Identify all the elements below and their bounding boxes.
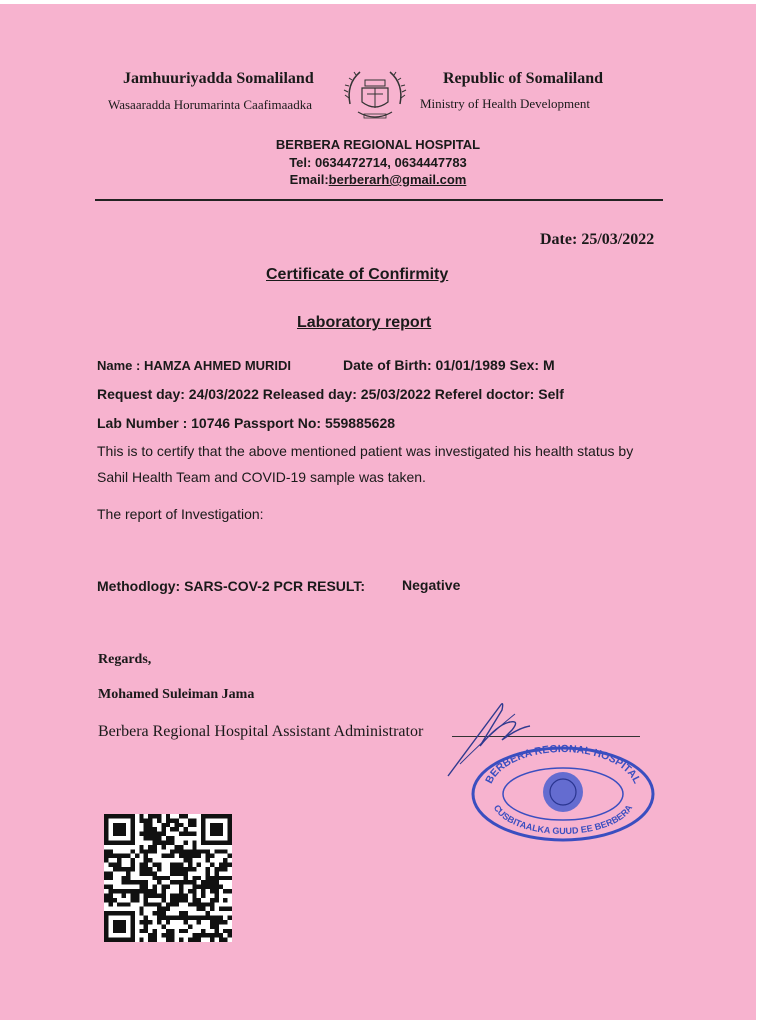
regards: Regards, xyxy=(98,652,152,667)
certificate-document xyxy=(0,4,756,1020)
result-label: Methodlogy: SARS-COV-2 PCR RESULT: xyxy=(97,578,366,594)
report-date: Date: 25/03/2022 xyxy=(540,231,655,248)
hospital-name: BERBERA REGIONAL HOSPITAL xyxy=(275,137,481,152)
header-right-subtitle: Ministry of Health Development xyxy=(420,96,591,111)
stamp-top-text: BERBERA REGIONAL HOSPITAL xyxy=(483,742,643,786)
patient-dob-sex: Date of Birth: 01/01/1989 Sex: M xyxy=(343,357,555,373)
header-left-title: Jamhuuriyadda Somaliland xyxy=(123,70,314,87)
email-label: Email: xyxy=(289,172,329,187)
signer-title: Berbera Regional Hospital Assistant Administrator xyxy=(98,723,424,740)
header-left-subtitle: Wasaaradda Horumarinta Caafimaadka xyxy=(108,97,312,112)
certify-line-1: This is to certify that the above mentioned patient was investigated his health status by xyxy=(97,443,634,459)
qr-code xyxy=(104,814,232,942)
certify-line-2: Sahil Health Team and COVID-19 sample was taken. xyxy=(97,469,426,485)
lab-passport: Lab Number : 10746 Passport No: 559885628 xyxy=(97,415,396,431)
hospital-phone: Tel: 0634472714, 0634447783 xyxy=(289,155,467,170)
coat-of-arms-emblem xyxy=(340,64,410,126)
header-right-title: Republic of Somaliland xyxy=(443,70,604,87)
patient-name: Name : HAMZA AHMED MURIDI xyxy=(97,358,292,373)
hospital-email xyxy=(0,172,756,187)
email-link[interactable]: berberarh@gmail.com xyxy=(328,172,467,187)
report-title: Laboratory report xyxy=(297,314,432,331)
signer-name: Mohamed Suleiman Jama xyxy=(98,687,255,702)
header-divider xyxy=(95,199,663,201)
stamp-bottom-text: CUSBITAALKA GUUD EE BERBERA xyxy=(491,802,635,837)
request-released-referral: Request day: 24/03/2022 Released day: 25/03/2022 Referel doctor: Self xyxy=(97,386,564,402)
result-value: Negative xyxy=(402,577,461,593)
hospital-stamp xyxy=(468,738,658,842)
certificate-title: Certificate of Confirmity xyxy=(266,266,449,283)
report-intro: The report of Investigation: xyxy=(97,506,264,522)
